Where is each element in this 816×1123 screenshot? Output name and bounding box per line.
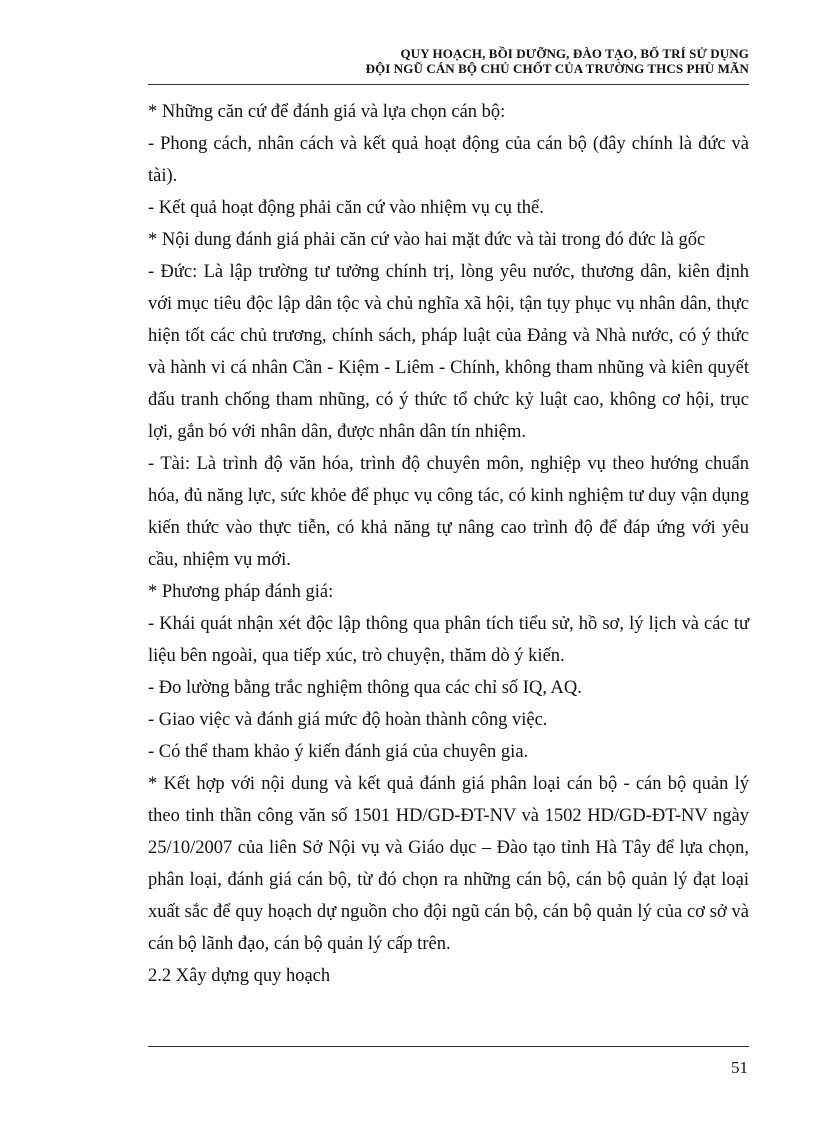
paragraph-talent: - Tài: Là trình độ văn hóa, trình độ chuyên môn, nghiệp vụ theo hướng chuẩn hóa, đủ năng lực, sức khỏe để phục vụ công tác, có kinh nghiệm tư duy vận dụng kiến thức vào thực tiễn, có khả năng tự nâng cao trình độ để đáp ứng với yêu cầu, nhiệm vụ mới. [148, 454, 749, 570]
header-line-1: QUY HOẠCH, BỒI DƯỠNG, ĐÀO TẠO, BỐ TRÍ SỬ DỤNG [400, 46, 749, 61]
body-text [148, 96, 749, 992]
paragraph-results-tasks: - Kết quả hoạt động phải căn cứ vào nhiệm vụ cụ thể. [148, 198, 544, 218]
paragraph-combine: * Kết hợp với nội dung và kết quả đánh giá phân loại cán bộ - cán bộ quản lý theo tinh thần công văn số 1501 HD/GD-ĐT-NV và 1502 HD/GD-ĐT-NV ngày 25/10/2007 của liên Sở Nội vụ và Giáo dục – Đào tạo tỉnh Hà Tây để lựa chọn, phân loại, đánh giá cán bộ, từ đó chọn ra những cán bộ, cán bộ quản lý đạt loại xuất sắc để quy hoạch dự nguồn cho đội ngũ cán bộ, cán bộ quản lý của cơ sở và cán bộ lãnh đạo, cán bộ quản lý cấp trên. [148, 774, 749, 954]
paragraph-method-heading: * Phương pháp đánh giá: [148, 582, 334, 602]
paragraph-content-heading: * Nội dung đánh giá phải căn cứ vào hai mặt đức và tài trong đó đức là gốc [148, 230, 706, 250]
header-divider [148, 84, 749, 85]
paragraph-method-overview: - Khái quát nhận xét độc lập thông qua phân tích tiểu sử, hồ sơ, lý lịch và các tư liệu bên ngoài, qua tiếp xúc, trò chuyện, thăm dò ý kiến. [148, 614, 749, 666]
header-line-2: ĐỘI NGŨ CÁN BỘ CHỦ CHỐT CỦA TRƯỜNG THCS PHÙ MÃN [365, 61, 749, 76]
paragraph-virtue: - Đức: Là lập trường tư tưởng chính trị, lòng yêu nước, thương dân, kiên định với mục tiêu độc lập dân tộc và chủ nghĩa xã hội, tận tụy phục vụ nhân dân, thực hiện tốt các chủ trương, chính sách, pháp luật của Đảng và Nhà nước, có ý thức và hành vi cá nhân Cần - Kiệm - Liêm - Chính, không tham nhũng và kiên quyết đấu tranh chống tham nhũng, có ý thức tổ chức kỷ luật cao, không cơ hội, trục lợi, gắn bó với nhân dân, được nhân dân tín nhiệm. [148, 262, 749, 442]
footer-divider [148, 1046, 749, 1047]
paragraph-method-test: - Đo lường bằng trắc nghiệm thông qua các chỉ số IQ, AQ. [148, 678, 582, 698]
page-number: 51 [731, 1058, 748, 1077]
paragraph-criteria-heading: * Những căn cứ để đánh giá và lựa chọn cán bộ: [148, 102, 506, 122]
paragraph-method-assign: - Giao việc và đánh giá mức độ hoàn thành công việc. [148, 710, 548, 730]
paragraph-style-personality: - Phong cách, nhân cách và kết quả hoạt động của cán bộ (đây chính là đức và tài). [148, 134, 749, 186]
paragraph-method-expert: - Có thể tham khảo ý kiến đánh giá của chuyên gia. [148, 742, 529, 762]
section-heading-2-2: 2.2 Xây dựng quy hoạch [148, 966, 331, 986]
running-header [148, 46, 749, 76]
